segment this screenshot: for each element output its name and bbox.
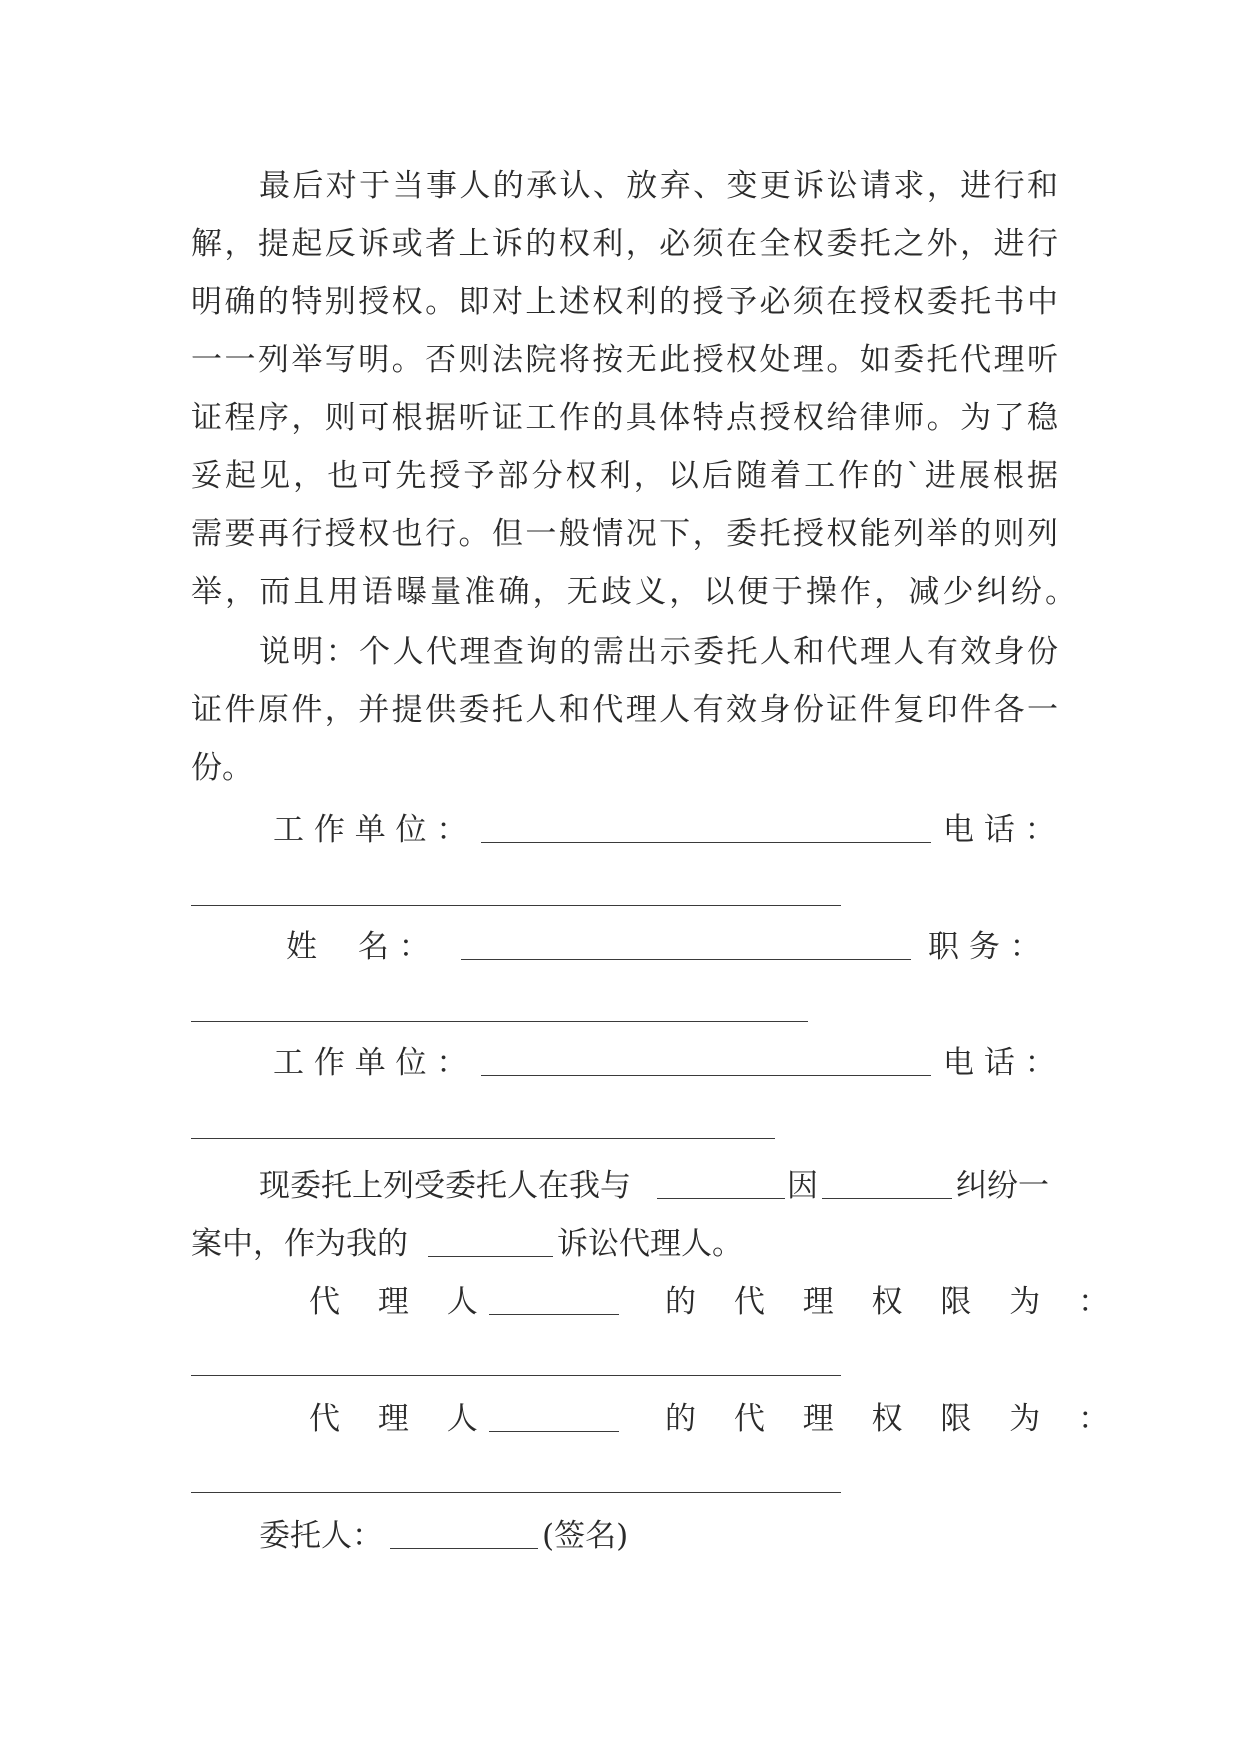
entrust-line-1 — [259, 1164, 1058, 1208]
form-row-work-unit-1 — [191, 808, 1058, 852]
paragraph-line: 妥起见，也可先授予部分权利，以后随着工作的`进展根据 — [191, 458, 1058, 494]
paragraph-line: 证件原件，并提供委托人和代理人有效身份证件复印件各一 — [191, 692, 1058, 728]
agent-name-field[interactable] — [489, 1431, 619, 1432]
phone-label: 电 话 ： — [943, 812, 1056, 848]
signature-row — [259, 1514, 759, 1558]
paragraph-line: 份。 — [191, 750, 253, 786]
agent-authority-row-2 — [191, 1397, 1124, 1441]
position-label: 职 务 ： — [928, 929, 1041, 965]
phone-field[interactable] — [191, 1138, 775, 1139]
entrust-text: 诉讼代理人。 — [557, 1226, 743, 1262]
entrust-text: 现委托上列受委托人在我与 — [259, 1168, 631, 1204]
entrust-text: 纠纷一 — [956, 1168, 1049, 1204]
authority-label: 的 代 理 权 限 为 ： — [665, 1284, 1124, 1320]
authority-label: 的 代 理 权 限 为 ： — [665, 1401, 1124, 1437]
dispute-field[interactable] — [822, 1198, 952, 1199]
paragraph-line: 明确的特别授权。即对上述权利的授予必须在授权委托书中 — [191, 284, 1058, 320]
paragraph-line: 证程序，则可根据听证工作的具体特点授权给律师。为了稳 — [191, 400, 1058, 436]
form-row-name — [191, 925, 1058, 969]
phone-field[interactable] — [191, 905, 841, 906]
signature-label: 委托人： — [259, 1518, 383, 1554]
agent-label: 代 理 人 — [309, 1401, 492, 1437]
agent-label: 代 理 人 — [309, 1284, 492, 1320]
form-row-work-unit-2 — [191, 1041, 1058, 1085]
name-label: 姓 名 ： — [286, 929, 430, 965]
party-field[interactable] — [657, 1198, 785, 1199]
paragraph-line: 一一列举写明。否则法院将按无此授权处理。如委托代理听 — [191, 342, 1058, 378]
agent-name-field[interactable] — [489, 1314, 619, 1315]
agent-authority-row-1 — [191, 1280, 1124, 1324]
signature-note: (签名) — [542, 1518, 629, 1554]
entrust-line-2 — [191, 1222, 1058, 1266]
work-unit-field[interactable] — [481, 1075, 931, 1076]
work-unit-field[interactable] — [481, 842, 931, 843]
work-unit-label: 工 作 单 位 ： — [273, 1045, 468, 1081]
paragraph-line: 最后对于当事人的承认、放弃、变更诉讼请求，进行和 — [259, 168, 1058, 204]
paragraph-line: 需要再行授权也行。但一般情况下，委托授权能列举的则列 — [191, 516, 1058, 552]
name-field[interactable] — [461, 959, 911, 960]
position-field[interactable] — [191, 1021, 808, 1022]
authority-field[interactable] — [191, 1492, 841, 1493]
work-unit-label: 工 作 单 位 ： — [273, 812, 468, 848]
signature-field[interactable] — [390, 1548, 538, 1549]
phone-label: 电 话 ： — [943, 1045, 1056, 1081]
authority-field[interactable] — [191, 1375, 841, 1376]
role-field[interactable] — [428, 1256, 553, 1257]
paragraph-line: 说明：个人代理查询的需出示委托人和代理人有效身份 — [259, 634, 1058, 670]
entrust-text: 因 — [787, 1168, 818, 1204]
paragraph-line: 举，而且用语曝量准确，无歧义，以便于操作，减少纠纷。 — [191, 574, 1076, 610]
entrust-text: 案中，作为我的 — [191, 1226, 408, 1262]
paragraph-line: 解，提起反诉或者上诉的权利，必须在全权委托之外，进行 — [191, 226, 1058, 262]
